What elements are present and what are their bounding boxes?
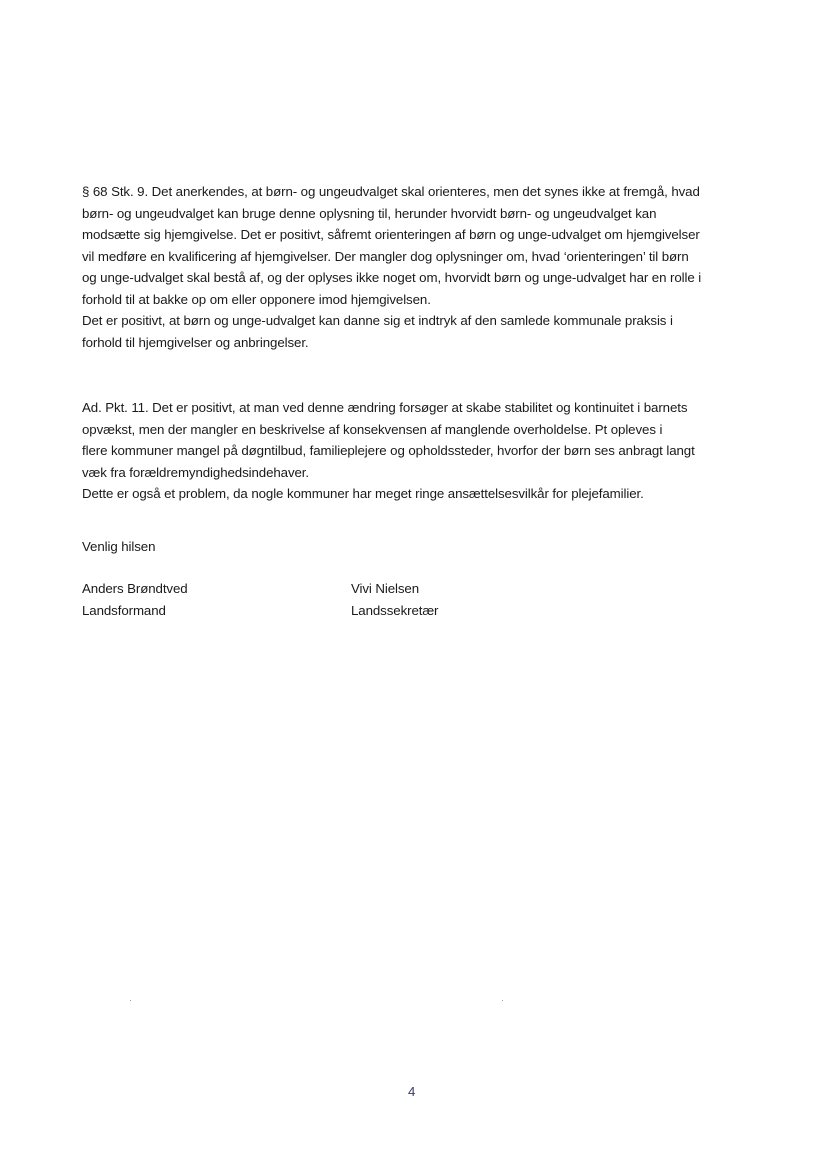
text-line: Dette er også et problem, da nogle kommuner har meget ringe ansættelsesvilkår for plejefamilier.	[82, 486, 644, 501]
closing-text: Venlig hilsen	[82, 539, 156, 554]
signatory-name: Vivi Nielsen	[351, 581, 420, 596]
scan-speck	[502, 1000, 503, 1001]
text-line: flere kommuner mangel på døgntilbud, familieplejere og opholdssteder, hvorfor der børn ses anbragt langt	[82, 443, 695, 458]
page-number: 4	[408, 1084, 416, 1099]
text-line: børn- og ungeudvalget kan bruge denne oplysning til, herunder hvorvidt børn- og ungeudvalget kan	[82, 205, 657, 221]
text-line: opvækst, men der mangler en beskrivelse af konsekvensen af manglende overholdelse. Pt opleves i	[82, 421, 663, 437]
signatory-title: Landssekretær	[351, 602, 439, 618]
closing-salutation	[82, 536, 762, 558]
text-line: væk fra forældremyndighedsindehaver.	[82, 464, 309, 480]
signatory-chairman	[82, 578, 188, 621]
signatory-title: Landsformand	[82, 602, 166, 618]
text-line: modsætte sig hjemgivelse. Det er positivt, såfremt orienteringen af børn og unge-udvalget om hjemgivelser	[82, 227, 700, 242]
paragraph-pkt-11	[82, 397, 762, 505]
text-line: § 68 Stk. 9. Det anerkendes, at børn- og ungeudvalget skal orienteres, men det synes ikke at fremgå, hvad	[82, 184, 700, 199]
text-line: Det er positivt, at børn og unge-udvalget kan danne sig et indtryk af den samlede kommunale praksis i	[82, 313, 673, 328]
signatory-name: Anders Brøndtved	[82, 581, 188, 596]
paragraph-68-stk9	[82, 181, 762, 310]
text-line: forhold til hjemgivelser og anbringelser.	[82, 334, 309, 350]
text-line: og unge-udvalget skal bestå af, og der oplyses ikke noget om, hvorvidt børn og unge-udvalget har en rolle i	[82, 270, 702, 285]
text-line: Ad. Pkt. 11. Det er positivt, at man ved denne ændring forsøger at skabe stabilitet og kontinuitet i barnets	[82, 400, 688, 415]
signatory-secretary	[351, 578, 438, 621]
scan-speck	[130, 1000, 131, 1001]
paragraph-68-continuation	[82, 310, 762, 353]
text-line: vil medføre en kvalificering af hjemgivelser. Der mangler dog oplysninger om, hvad ‘orienteringen’ til børn	[82, 248, 689, 264]
text-line: forhold til at bakke op om eller opponere imod hjemgivelsen.	[82, 291, 431, 307]
